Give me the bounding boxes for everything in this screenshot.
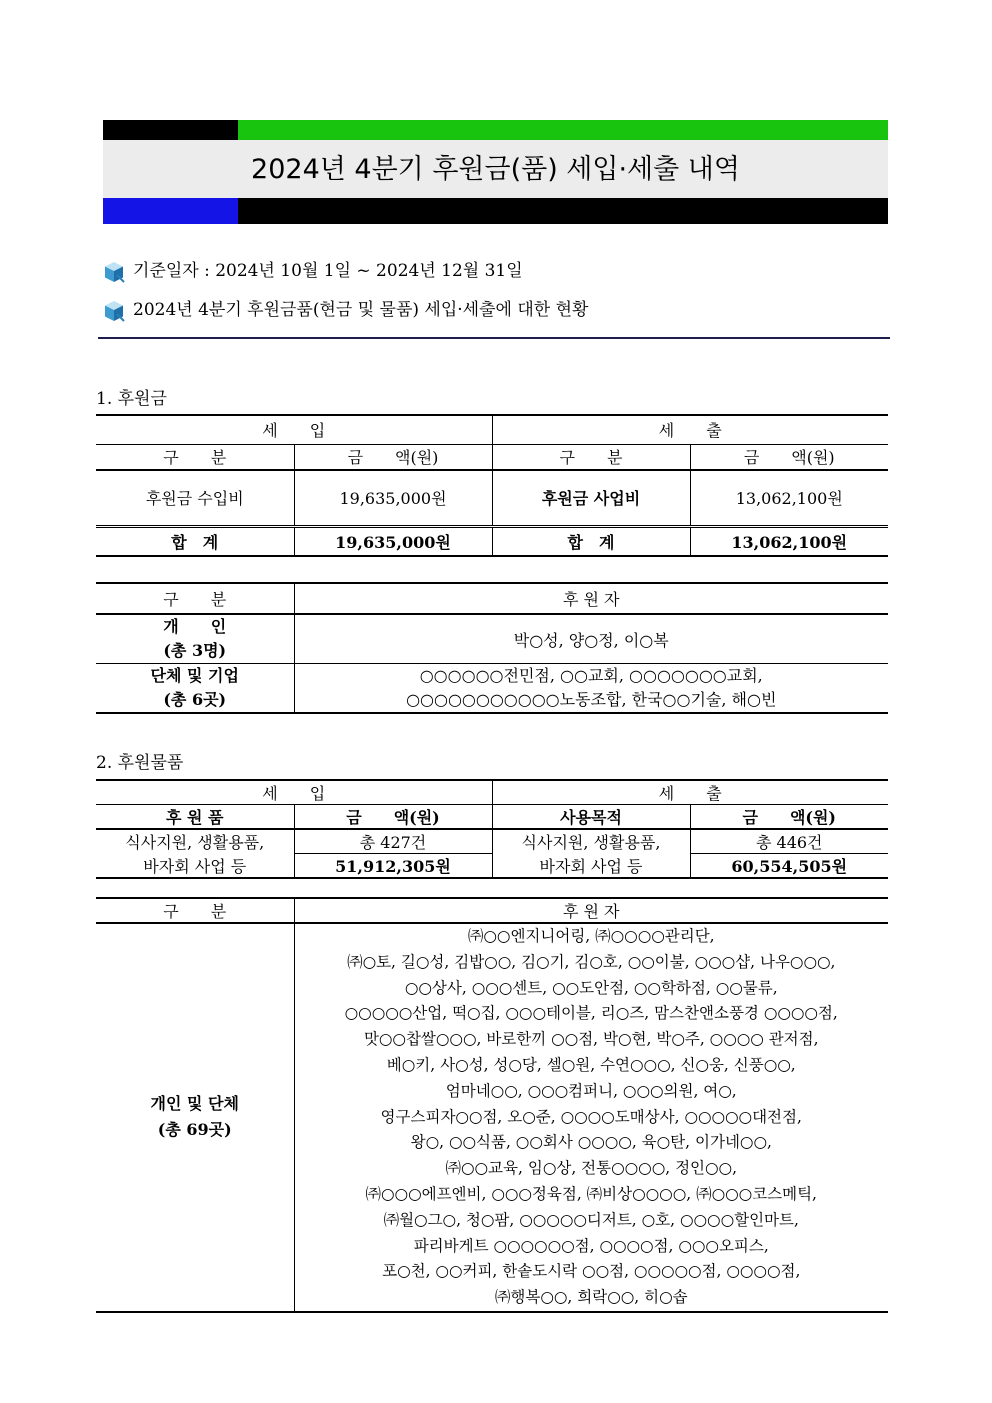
individual-count: (총 3명) [163, 641, 227, 660]
donor-line: 엄마네○○, ○○○컴퍼니, ○○○의원, 여○, [445, 1081, 737, 1100]
col-header-donor: 후 원 자 [294, 583, 888, 614]
cube-icon [103, 300, 125, 322]
col-header-amount: 금 액(원) [294, 805, 492, 830]
donor-line: 맛○○찹쌀○○○, 바로한끼 ○○점, 박○현, 박○주, ○○○○ 관저점, [363, 1030, 819, 1049]
col-header-amount: 금 액(원) [690, 444, 888, 470]
org-label: 단체 및 기업 [150, 666, 239, 685]
bullet-description [103, 298, 588, 322]
org-count: (총 6곳) [163, 690, 227, 709]
banner-decor-black-bottom [238, 198, 888, 224]
individual-category [96, 614, 294, 664]
expense-item: 후원금 사업비 [492, 470, 690, 526]
org-category [96, 664, 294, 714]
expense-amount: 13,062,100원 [690, 470, 888, 526]
individual-donors: 박○성, 양○정, 이○복 [294, 614, 888, 664]
col-header-category: 구 분 [492, 444, 690, 470]
banner-decor-black-top [103, 120, 238, 140]
expense-count: 총 446건 [690, 829, 888, 854]
donor-line: 포○천, ○○커피, 한솥도시락 ○○점, ○○○○○점, ○○○○점, [382, 1262, 801, 1281]
donor-line: ㈜월○그○, 청○팜, ○○○○○디저트, ○호, ○○○○할인마트, [383, 1210, 799, 1229]
org-donors-line: ○○○○○○전민점, ○○교회, ○○○○○○○교회, [419, 666, 763, 685]
income-amount: 19,635,000원 [294, 470, 492, 526]
bullet-period [103, 259, 523, 283]
expense-header: 세 출 [492, 780, 888, 805]
income-item: 후원금 수입비 [96, 470, 294, 526]
income-amount: 51,912,305원 [294, 854, 492, 879]
total-expense: 13,062,100원 [690, 526, 888, 556]
cash-donor-table [96, 582, 888, 714]
page-title: 2024년 4분기 후원금(품) 세입·세출 내역 [251, 154, 740, 185]
bullet-description-text: 2024년 4분기 후원금품(현금 및 물품) 세입·세출에 대한 현황 [133, 300, 589, 320]
banner-decor-blue [103, 198, 238, 224]
group-label: 개인 및 단체 [150, 1094, 239, 1114]
goods-income-expense-table [96, 779, 888, 879]
income-header: 세 입 [96, 780, 492, 805]
donor-line: 영구스피자○○점, 오○준, ○○○○도매상사, ○○○○○대전점, [380, 1107, 802, 1126]
total-label: 합 계 [492, 526, 690, 556]
donor-line: ○○○○○산업, 떡○집, ○○○테이블, 리○즈, 맘스찬앤소풍경 ○○○○점, [344, 1004, 838, 1023]
donor-line: 베○키, 사○성, 성○당, 셀○원, 수연○○○, 신○웅, 신풍○○, [386, 1055, 796, 1074]
col-header-amount: 금 액(원) [294, 444, 492, 470]
col-header-category: 구 분 [96, 898, 294, 923]
donor-line: 파리바게트 ○○○○○○점, ○○○○점, ○○○오피스, [413, 1236, 769, 1255]
group-count: (총 69곳) [157, 1120, 232, 1140]
group-donors [294, 923, 888, 1312]
banner-decor-green [238, 120, 888, 140]
org-donors [294, 664, 888, 714]
total-income: 19,635,000원 [294, 526, 492, 556]
group-category [96, 923, 294, 1312]
cube-icon [103, 261, 125, 283]
bullet-period-text: 기준일자 : 2024년 10월 1일 ~ 2024년 12월 31일 [133, 261, 523, 281]
expense-item-line: 식사지원, 생활용품, [492, 829, 690, 854]
income-item-line: 바자회 사업 등 [96, 854, 294, 879]
expense-amount: 60,554,505원 [690, 854, 888, 879]
expense-item-line: 바자회 사업 등 [492, 854, 690, 879]
col-header-amount: 금 액(원) [690, 805, 888, 830]
income-header: 세 입 [96, 415, 492, 444]
individual-label: 개 인 [163, 617, 227, 636]
section-heading-cash: 1. 후원금 [96, 389, 167, 409]
donor-line: ㈜○○○에프엔비, ○○○정육점, ㈜비상○○○○, ㈜○○○코스메틱, [365, 1184, 817, 1203]
col-header-purpose: 사용목적 [492, 805, 690, 830]
org-donors-line: ○○○○○○○○○○○노동조합, 한국○○기술, 해○빈 [406, 690, 777, 709]
divider [98, 337, 890, 339]
income-count: 총 427건 [294, 829, 492, 854]
col-header-category: 구 분 [96, 583, 294, 614]
income-item-line: 식사지원, 생활용품, [125, 833, 265, 853]
col-header-donor: 후 원 자 [294, 898, 888, 923]
col-header-item: 후 원 품 [96, 805, 294, 830]
donor-line: 왕○, ○○식품, ○○회사 ○○○○, 육○탄, 이가네○○, [410, 1133, 772, 1152]
section-heading-goods: 2. 후원물품 [96, 753, 184, 773]
donor-line: ㈜○○엔지니어링, ㈜○○○○관리단, [467, 927, 715, 945]
goods-donor-table [96, 897, 888, 1313]
donor-line: ㈜○○교육, 임○상, 전통○○○○, 정인○○, [445, 1159, 737, 1178]
donor-line: ㈜행복○○, 희락○○, 히○솝 [494, 1288, 688, 1307]
donor-line: ㈜○토, 길○성, 김밥○○, 김○기, 김○호, ○○이불, ○○○샵, 나우○○○, [347, 952, 836, 971]
cash-income-expense-table [96, 414, 888, 557]
col-header-category: 구 분 [96, 444, 294, 470]
donor-line: ○○상사, ○○○센트, ○○도안점, ○○학하점, ○○물류, [404, 978, 778, 997]
total-label: 합 계 [96, 526, 294, 556]
expense-header: 세 출 [492, 415, 888, 444]
